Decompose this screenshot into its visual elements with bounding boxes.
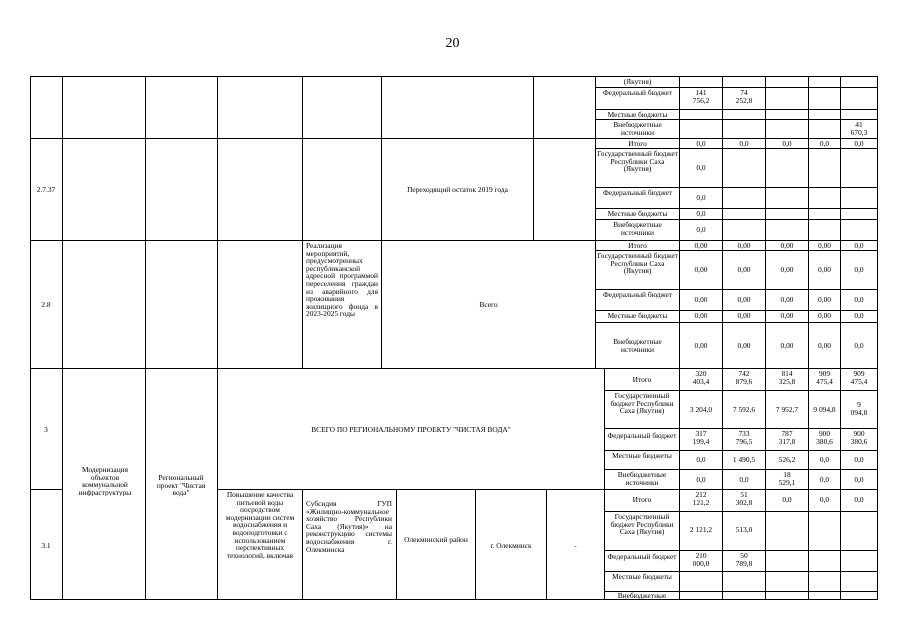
gov-budget-label: Государственный бюджет Республики Саха (Якутия) <box>610 513 674 536</box>
value-cell: 0,00 <box>818 266 831 274</box>
value-cell: 900 380,6 <box>816 430 833 446</box>
value-cell: 0,00 <box>780 266 794 274</box>
value-cell: 0,0 <box>819 476 830 484</box>
budget-label: (Якутия) <box>623 78 652 86</box>
dash-cell: - <box>574 542 577 550</box>
value-cell: 317 199,4 <box>692 430 710 446</box>
value-cell: 0,00 <box>737 242 751 250</box>
value-cell: 909 475,4 <box>816 370 833 386</box>
federal-label: Федеральный бюджет <box>602 189 673 197</box>
value-cell: 0,0 <box>854 476 864 484</box>
direction-name: Модернизация объектов коммунальной инфраструктуры <box>78 466 132 497</box>
value-cell: 0,0 <box>782 140 792 148</box>
gov-budget-label: Государственный бюджет Республики Саха (Якутия) <box>610 392 674 415</box>
federal-label: Федеральный бюджет <box>602 291 673 299</box>
value-cell: 0,00 <box>818 242 831 250</box>
value-cell: 742 879,6 <box>735 370 753 386</box>
local-label: Местные бюджеты <box>607 210 668 218</box>
value-cell: 909 475,4 <box>850 370 868 386</box>
value-cell: 513,0 <box>735 526 753 534</box>
value-cell: 0,00 <box>818 342 831 350</box>
gov-budget-label: Государственный бюджет Республики Саха (Якутия) <box>597 252 678 275</box>
value-cell: 7 952,7 <box>775 406 799 414</box>
measure-description: Повышение качества питьевой воды посредством модернизации систем водоснабжения и водоподготовки с использованием перспективных технологий, включая <box>225 491 295 560</box>
city-name: г. Олекминск <box>490 542 532 550</box>
row-description: Переходящий остаток 2019 года <box>407 186 508 194</box>
value-cell: 0,0 <box>819 456 830 464</box>
value-cell: 900 380,6 <box>850 430 868 446</box>
value-cell: 0,00 <box>694 342 708 350</box>
value-cell: 0,0 <box>739 476 749 484</box>
value-cell: 0,0 <box>854 342 864 350</box>
value-cell: 0,00 <box>780 242 794 250</box>
extra-label: Внебюджетные <box>617 592 667 600</box>
value-cell: 3 204,0 <box>689 406 713 414</box>
value-cell: 0,00 <box>780 342 794 350</box>
value-cell: 2 121,2 <box>689 526 713 534</box>
value-cell: 0,00 <box>780 312 794 320</box>
project-total-heading: ВСЕГО ПО РЕГИОНАЛЬНОМУ ПРОЕКТУ "ЧИСТАЯ ВОДА" <box>311 426 511 434</box>
value-cell: 0,00 <box>694 296 708 304</box>
itogo-label: Итого <box>628 140 647 148</box>
value-cell: 1 490,5 <box>732 456 756 464</box>
value-cell: 0,0 <box>854 456 864 464</box>
value-cell: 787 317,8 <box>778 430 796 446</box>
value-cell: 733 796,5 <box>735 430 753 446</box>
value-cell: 74 252,8 <box>735 89 753 105</box>
value-cell: 9 094,8 <box>813 406 836 414</box>
value-cell: 0,00 <box>818 296 831 304</box>
value-cell: 0,0 <box>739 140 749 148</box>
total-label: Всего <box>479 301 498 309</box>
value-cell: 18 529,1 <box>778 471 796 487</box>
value-cell: 526,2 <box>778 456 796 464</box>
itogo-label: Итого <box>628 242 647 250</box>
value-cell: 0,00 <box>737 296 751 304</box>
value-cell: 0,0 <box>696 194 706 202</box>
value-cell: 7 592,6 <box>732 406 756 414</box>
subsidy-description: Субсидия ГУП «Жилищно-коммунальное хозяйство Республики Саха (Якутия)» на реконструкцию системы водоснабжения г. Олекминска <box>306 500 392 554</box>
extra-label: Внебюджетные источники <box>613 221 662 237</box>
project-name: Региональный проект "Чистая вода" <box>156 474 206 497</box>
value-cell: 50 789,8 <box>735 552 753 568</box>
local-label: Местные бюджеты <box>607 312 668 320</box>
extra-label: Внебюджетные источники <box>617 471 667 487</box>
value-cell: 0,0 <box>854 296 864 304</box>
district-name: Олекминский район <box>404 536 468 544</box>
value-cell: 51 302,8 <box>735 491 753 507</box>
extra-label: Внебюджетные источники <box>613 338 662 354</box>
local-label: Местные бюджеты <box>612 452 672 460</box>
measure-description: Реализация мероприятий, предусмотренных республиканской адресной программой переселения граждан из аварийного для проживания жилищного фонда в 2023-2025 годы <box>306 242 378 318</box>
value-cell: 0,00 <box>737 266 751 274</box>
value-cell: 0,0 <box>819 140 830 148</box>
federal-label: Федеральный бюджет <box>607 553 677 561</box>
value-cell: 0,0 <box>819 496 830 504</box>
row-number: 2.7.37 <box>36 186 56 194</box>
value-cell: 0,00 <box>818 312 831 320</box>
value-cell: 0,0 <box>696 140 706 148</box>
row-number: 3 <box>44 426 48 434</box>
gov-budget-label: Государственный бюджет Республики Саха (Якутия) <box>597 150 678 173</box>
value-cell: 0,0 <box>696 164 706 172</box>
extra-label: Внебюджетные источники <box>613 121 662 137</box>
value-cell: 0,0 <box>696 210 706 218</box>
value-cell: 0,0 <box>696 226 706 234</box>
value-cell: 9 094,8 <box>850 401 868 417</box>
budget-table <box>30 76 878 600</box>
local-label: Местные бюджеты <box>607 111 668 119</box>
value-cell: 320 403,4 <box>692 370 710 386</box>
value-cell: 0,0 <box>854 312 864 320</box>
value-cell: 0,00 <box>694 312 708 320</box>
table-grid <box>30 76 878 600</box>
value-cell: 0,00 <box>694 266 708 274</box>
value-cell: 0,0 <box>854 140 864 148</box>
itogo-label: Итого <box>632 376 652 384</box>
value-cell: 0,0 <box>854 242 864 250</box>
value-cell: 814 325,8 <box>778 370 796 386</box>
value-cell: 41 670,3 <box>850 121 868 137</box>
value-cell: 141 756,2 <box>692 89 710 105</box>
value-cell: 0,0 <box>854 496 864 504</box>
value-cell: 0,0 <box>696 476 706 484</box>
value-cell: 212 121,2 <box>692 491 710 507</box>
local-label: Местные бюджеты <box>612 573 672 581</box>
federal-label: Федеральный бюджет <box>607 432 677 440</box>
page-number: 20 <box>445 36 460 51</box>
row-number: 3.1 <box>41 542 51 550</box>
value-cell: 210 000,0 <box>692 552 710 568</box>
federal-label: Федеральный бюджет <box>602 89 673 97</box>
value-cell: 0,00 <box>694 242 708 250</box>
value-cell: 0,0 <box>696 456 706 464</box>
value-cell: 0,00 <box>737 312 751 320</box>
value-cell: 0,0 <box>782 496 792 504</box>
value-cell: 0,0 <box>854 266 864 274</box>
row-number: 2.8 <box>41 301 51 309</box>
value-cell: 0,00 <box>737 342 751 350</box>
value-cell: 0,00 <box>780 296 794 304</box>
itogo-label: Итого <box>632 496 652 504</box>
